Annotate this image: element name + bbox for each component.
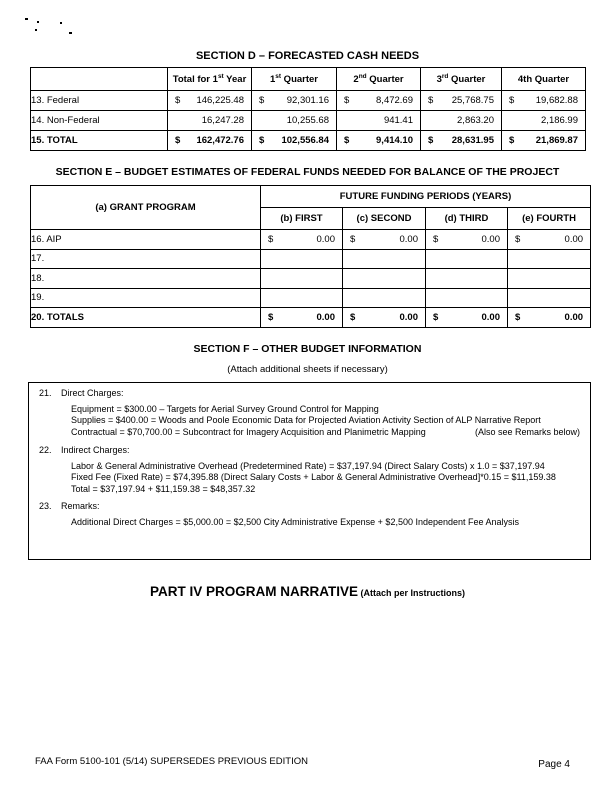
money-cell: $ 21,869.87 [502,131,586,151]
column-header-q1: 1st Quarter [252,68,337,91]
table-row-federal [31,91,586,111]
remarks-lines [71,517,590,529]
row-label: 15. TOTAL [31,131,168,151]
column-header-q3: 3rd Quarter [421,68,502,91]
money-cell [508,269,591,289]
funding-periods-header: FUTURE FUNDING PERIODS (YEARS) [261,186,591,208]
money-cell [261,288,343,308]
section-f-box [28,382,591,560]
detail-line: Total = $37,197.94 + $11,159.38 = $48,357.32 [71,483,256,494]
money-cell [343,288,426,308]
money-cell [426,249,508,269]
section-f-title: SECTION F – OTHER BUDGET INFORMATION [193,343,422,355]
money-cell: $ 19,682.88 [502,91,586,111]
form-number-footer: FAA Form 5100-101 (5/14) SUPERSEDES PREVIOUS EDITION [35,756,308,767]
detail-line: Additional Direct Charges = $5,000.00 = $2,500 City Administrative Expense + $2,500 Independent Fee Analysis [71,516,520,527]
detail-line: Contractual = $70,700.00 = Subcontract for Imagery Acquisition and Planimetric Mapping [71,426,426,437]
grant-program-header: (a) GRANT PROGRAM [31,186,261,230]
row-label: 17. [31,249,261,269]
item-label: Remarks: [61,501,100,511]
money-cell: $ 162,472.76 [168,131,252,151]
section-d-table [30,67,586,151]
row-label: 14. Non-Federal [31,111,168,131]
row-label: 16. AIP [31,230,261,250]
table-row-19 [31,288,591,308]
section-e-title: SECTION E – BUDGET ESTIMATES OF FEDERAL FUNDS NEEDED FOR BALANCE OF THE PROJECT [55,166,560,178]
money-cell: $ 0.00 [261,308,343,328]
indirect-charges-item [39,445,590,495]
column-header-second: (c) SECOND [343,208,426,230]
money-cell [508,288,591,308]
direct-charges-item [39,388,590,438]
money-cell: 16,247.28 [168,111,252,131]
money-cell: $ 28,631.95 [421,131,502,151]
row-label: 13. Federal [31,91,168,111]
money-cell: 2,186.99 [502,111,586,131]
section-d-header-row [31,68,586,91]
detail-line: Supplies = $400.00 = Woods and Poole Economic Data for Projected Aviation Activity Section of ALP Narrative Report [71,415,541,425]
scan-speckle [69,32,72,34]
column-header-q4: 4th Quarter [502,68,586,91]
remarks-item [39,501,590,528]
column-header-q2: 2nd Quarter [337,68,421,91]
row-label: 19. [31,288,261,308]
direct-charges-lines [71,404,590,439]
scan-speckle [60,22,62,24]
part-iv-subtitle: (Attach per Instructions) [358,588,466,598]
item-number: 22. [39,445,52,455]
money-cell: $ 0.00 [261,230,343,250]
column-header-fourth: (e) FOURTH [508,208,591,230]
table-row-aip [31,230,591,250]
money-cell [343,269,426,289]
table-row-17 [31,249,591,269]
part-iv-title: PART IV PROGRAM NARRATIVE [149,584,358,599]
column-header-third: (d) THIRD [426,208,508,230]
item-number: 21. [39,388,52,398]
money-cell [426,288,508,308]
money-cell [343,249,426,269]
money-cell: 2,863.20 [421,111,502,131]
money-cell: $ 25,768.75 [421,91,502,111]
money-cell: $ 102,556.84 [252,131,337,151]
section-e-header-row-1 [31,186,591,208]
scan-speckle [25,18,28,20]
table-row-totals [31,308,591,328]
money-cell: $ 0.00 [426,230,508,250]
table-row-18 [31,269,591,289]
item-number: 23. [39,501,52,511]
money-cell: $ 0.00 [426,308,508,328]
detail-line: Equipment = $300.00 – Targets for Aerial Survey Ground Control for Mapping [71,403,379,414]
section-d-title: SECTION D – FORECASTED CASH NEEDS [195,50,420,62]
scan-speckle [37,21,39,23]
section-f-subtitle: (Attach additional sheets if necessary) [227,364,388,375]
remarks-note: (Also see Remarks below) [474,426,580,437]
column-header-total-first-year: Total for 1st Year [168,68,252,91]
money-cell [508,249,591,269]
money-cell [426,269,508,289]
row-label: 18. [31,269,261,289]
detail-line: Labor & General Administrative Overhead (Predetermined Rate) = $37,197.94 (Direct Salary Costs) x 1.0 = $37,197.94 [71,460,545,471]
scan-speckle [35,29,37,31]
money-cell: $ 92,301.16 [252,91,337,111]
page-number: Page 4 [538,759,570,770]
money-cell: $ 146,225.48 [168,91,252,111]
indirect-charges-lines [71,461,590,496]
money-cell: $ 0.00 [343,230,426,250]
money-cell: 10,255.68 [252,111,337,131]
money-cell: $ 8,472.69 [337,91,421,111]
item-label: Indirect Charges: [61,445,130,455]
section-e-table [30,185,591,328]
money-cell: $ 0.00 [343,308,426,328]
money-cell [261,249,343,269]
money-cell [261,269,343,289]
part-iv-heading [0,583,615,601]
item-label: Direct Charges: [61,388,124,398]
detail-line: Fixed Fee (Fixed Rate) = $74,395.88 (Direct Salary Costs + Labor & General Administrative Overhead]*0.15 = $11,159.38 [71,472,556,482]
table-row-total [31,131,586,151]
money-cell: $ 0.00 [508,230,591,250]
table-row-non-federal [31,111,586,131]
money-cell: $ 9,414.10 [337,131,421,151]
section-d-corner-cell [31,68,168,91]
row-label: 20. TOTALS [31,308,261,328]
money-cell: $ 0.00 [508,308,591,328]
column-header-first: (b) FIRST [261,208,343,230]
money-cell: 941.41 [337,111,421,131]
